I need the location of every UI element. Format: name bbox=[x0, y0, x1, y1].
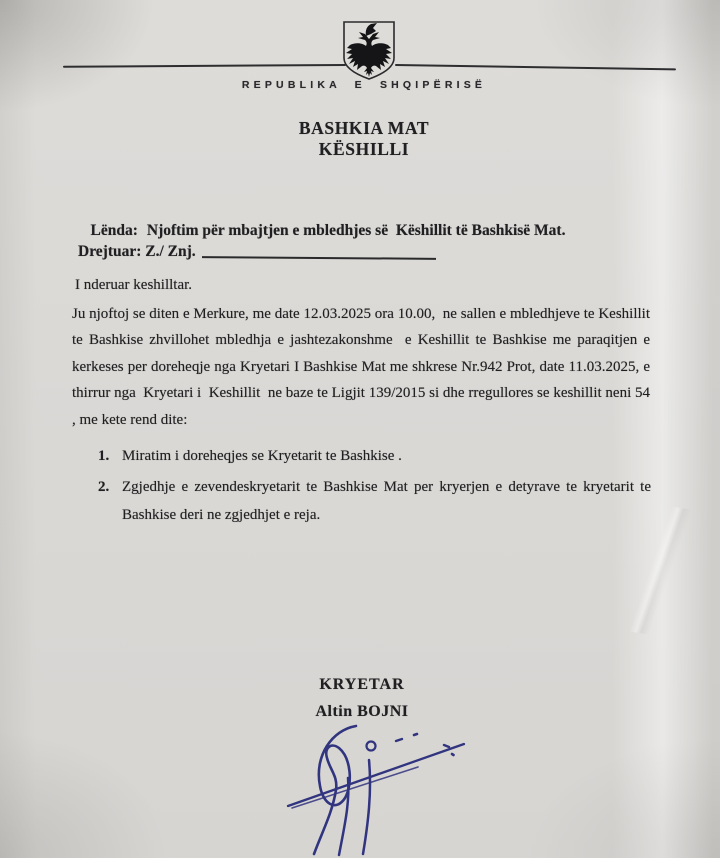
subject-label: Lënda: bbox=[90, 222, 138, 239]
salutation: I nderuar keshilltar. bbox=[75, 277, 193, 293]
municipality-name: BASHKIA MAT bbox=[298, 118, 430, 138]
agenda-item-number: 2. bbox=[98, 479, 110, 496]
agenda-item-text: Zgjedhje e zevendeskryetarit te Bashkise Mat per kryerjen e detyrave te kryetarit te Bashkise deri ne zgjedhjet e reja. bbox=[122, 479, 655, 524]
council-name: KËSHILLI bbox=[318, 139, 410, 159]
addressee-blank-underline bbox=[202, 255, 436, 260]
letterhead-rule-left bbox=[63, 64, 346, 68]
closing-title: KRYETAR bbox=[319, 676, 405, 693]
agenda-item-text: Miratim i doreheqjes se Kryetarit te Bashkise . bbox=[122, 448, 402, 464]
agenda-item bbox=[98, 473, 655, 529]
addressee-label: Drejtuar: Z./ Znj. bbox=[78, 243, 196, 260]
agenda-list bbox=[98, 442, 655, 533]
agenda-item bbox=[98, 442, 651, 470]
handwritten-signature-icon bbox=[268, 714, 500, 858]
republic-name: REPUBLIKA E SHQIPËRISË bbox=[241, 79, 487, 91]
albanian-eagle-emblem-icon bbox=[342, 19, 396, 81]
addressee-line bbox=[78, 243, 436, 261]
agenda-item-number: 1. bbox=[98, 448, 110, 464]
body-paragraph: Ju njoftoj se diten e Merkure, me date 12.03.2025 ora 10.00, ne sallen e mbledhjeve te Keshillit te Bashkise zhvillohet mbledhja e jashtezakonshme e Keshillit te Bashkise me paraqitjen e kerkeses per doreheqje nga Kryetari I Bashkise Mat me shkrese Nr.942 Prot, date 11.03.2025, e thirrur nga Kryetari i Keshillit ne baze te Ligjit 139/2015 si dhe rregullores se keshillit neni 54 , me kete rend dite: bbox=[72, 306, 654, 428]
signer-name: Altin BOJNI bbox=[315, 703, 409, 720]
letterhead-rule-right bbox=[395, 64, 676, 70]
subject-text: Njoftim për mbajtjen e mbledhjes së Këshillit të Bashkisë Mat. bbox=[146, 222, 566, 239]
